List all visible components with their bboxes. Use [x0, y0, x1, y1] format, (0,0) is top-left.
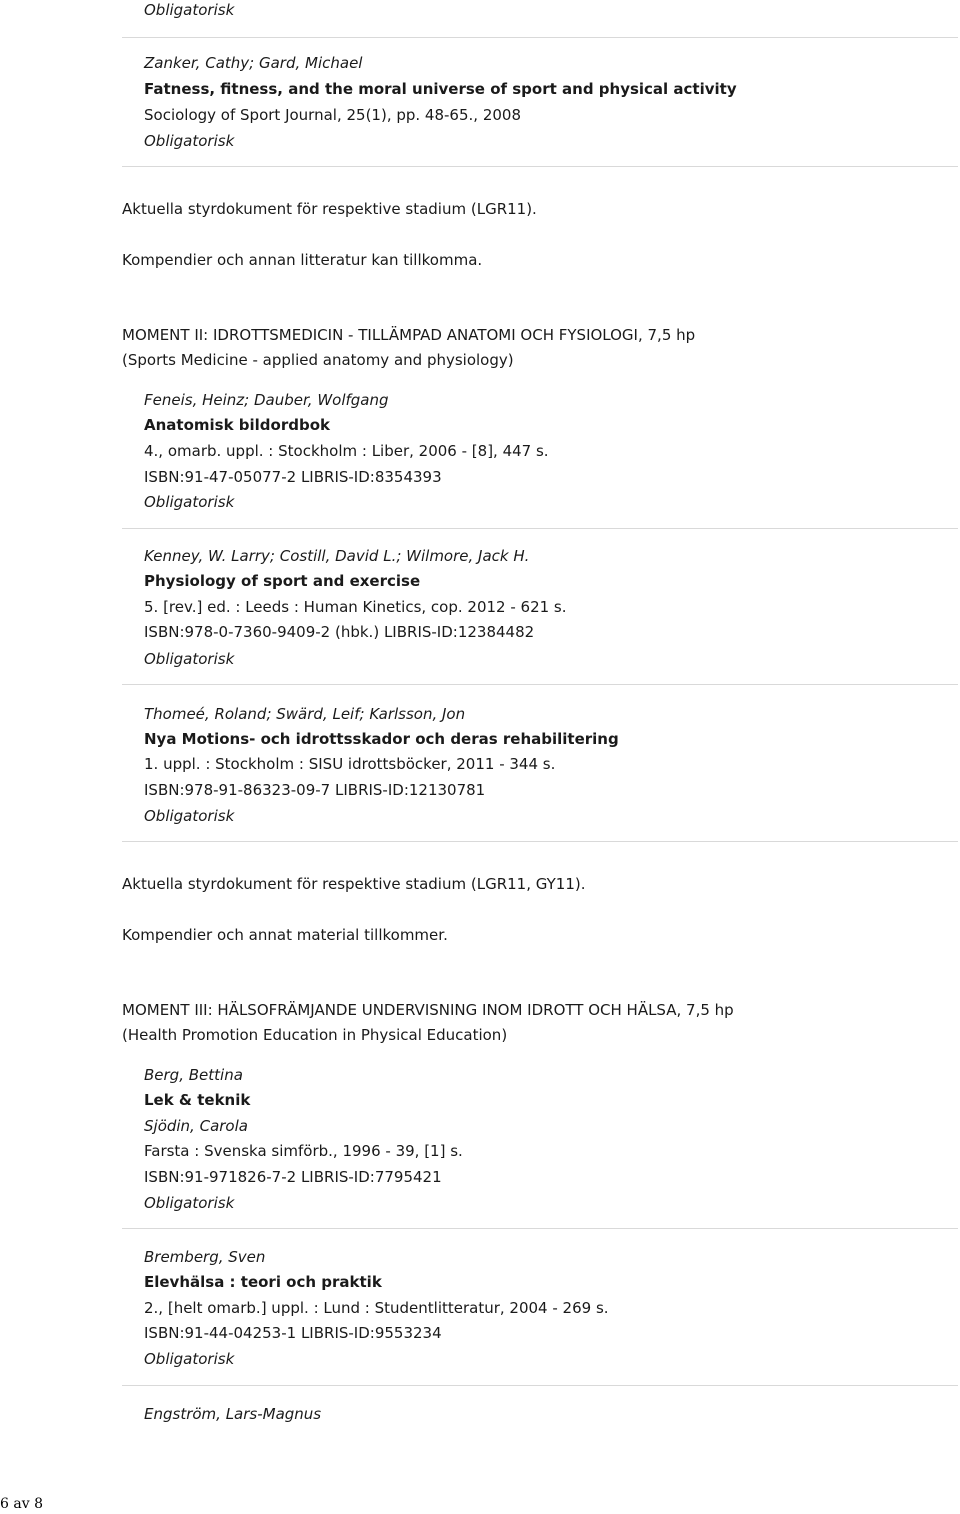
entry-ids: ISBN:91-47-05077-2 LIBRIS-ID:8354393: [144, 468, 442, 486]
entry-title: Anatomisk bildordbok: [144, 416, 330, 434]
moment-heading: MOMENT II: IDROTTSMEDICIN - TILLÄMPAD ANATOMI OCH FYSIOLOGI, 7,5 hp: [122, 326, 696, 344]
divider: [122, 841, 958, 842]
entry-title: Lek & teknik: [144, 1091, 251, 1109]
divider: [122, 1228, 958, 1229]
divider: [122, 37, 958, 38]
entry-ids: ISBN:978-0-7360-9409-2 (hbk.) LIBRIS-ID:12384482: [144, 623, 535, 641]
entry-authors: Thomeé, Roland; Swärd, Leif; Karlsson, Jon: [144, 705, 466, 723]
status-required: Obligatorisk: [144, 493, 235, 511]
status-required: Obligatorisk: [144, 650, 235, 668]
entry-publication: Farsta : Svenska simförb., 1996 - 39, [1] s.: [144, 1142, 463, 1160]
entry-ids: ISBN:978-91-86323-09-7 LIBRIS-ID:12130781: [144, 781, 486, 799]
entry-authors: Feneis, Heinz; Dauber, Wolfgang: [144, 391, 389, 409]
divider: [122, 1385, 958, 1386]
moment-subheading: (Health Promotion Education in Physical Education): [122, 1026, 508, 1044]
entry-authors: Zanker, Cathy; Gard, Michael: [144, 54, 363, 72]
divider: [122, 684, 958, 685]
page-indicator: 6 av 8: [0, 1496, 43, 1512]
entry-ids: ISBN:91-44-04253-1 LIBRIS-ID:9553234: [144, 1324, 442, 1342]
note-steering-documents: Aktuella styrdokument för respektive stadium (LGR11).: [122, 200, 537, 218]
entry-publication: 1. uppl. : Stockholm : SISU idrottsböcker, 2011 - 344 s.: [144, 755, 556, 773]
status-required: Obligatorisk: [144, 1, 235, 19]
divider: [122, 166, 958, 167]
entry-title: Nya Motions- och idrottsskador och deras rehabilitering: [144, 730, 619, 748]
moment-heading: MOMENT III: HÄLSOFRÄMJANDE UNDERVISNING INOM IDROTT OCH HÄLSA, 7,5 hp: [122, 1001, 734, 1019]
entry-publication: 5. [rev.] ed. : Leeds : Human Kinetics, cop. 2012 - 621 s.: [144, 598, 567, 616]
entry-title: Physiology of sport and exercise: [144, 572, 421, 590]
entry-title: Elevhälsa : teori och praktik: [144, 1273, 382, 1291]
status-required: Obligatorisk: [144, 1194, 235, 1212]
entry-coauthor: Sjödin, Carola: [144, 1117, 248, 1135]
status-required: Obligatorisk: [144, 1350, 235, 1368]
note-steering-documents: Aktuella styrdokument för respektive stadium (LGR11, GY11).: [122, 875, 586, 893]
entry-authors: Berg, Bettina: [144, 1066, 243, 1084]
entry-publication: 2., [helt omarb.] uppl. : Lund : Studentlitteratur, 2004 - 269 s.: [144, 1299, 609, 1317]
entry-source: Sociology of Sport Journal, 25(1), pp. 48-65., 2008: [144, 106, 521, 124]
entry-authors: Bremberg, Sven: [144, 1248, 266, 1266]
divider: [122, 528, 958, 529]
entry-title: Fatness, fitness, and the moral universe of sport and physical activity: [144, 80, 737, 98]
note-compendia: Kompendier och annat material tillkommer.: [122, 926, 448, 944]
entry-ids: ISBN:91-971826-7-2 LIBRIS-ID:7795421: [144, 1168, 442, 1186]
status-required: Obligatorisk: [144, 132, 235, 150]
entry-publication: 4., omarb. uppl. : Stockholm : Liber, 2006 - [8], 447 s.: [144, 442, 549, 460]
entry-authors: Kenney, W. Larry; Costill, David L.; Wilmore, Jack H.: [144, 547, 530, 565]
moment-subheading: (Sports Medicine - applied anatomy and physiology): [122, 351, 514, 369]
entry-authors: Engström, Lars-Magnus: [144, 1405, 322, 1423]
status-required: Obligatorisk: [144, 807, 235, 825]
note-compendia: Kompendier och annan litteratur kan tillkomma.: [122, 251, 483, 269]
